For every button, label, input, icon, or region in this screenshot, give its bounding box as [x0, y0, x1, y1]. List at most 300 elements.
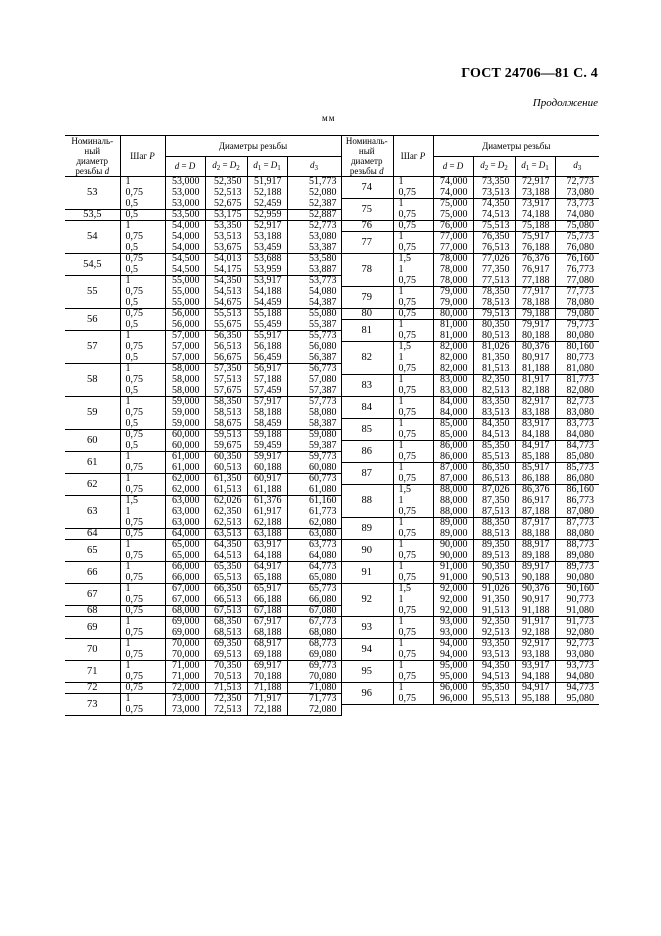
table-row	[341, 221, 599, 232]
d-value-cell: 92,000	[433, 595, 473, 606]
d3-value-cell: 87,773	[555, 518, 599, 529]
d1-value-cell: 65,917	[247, 584, 287, 595]
d3-value-cell: 75,773	[555, 232, 599, 243]
header-thread-diameters: Диаметры резьбы	[433, 136, 599, 157]
d1-value-cell: 72,917	[515, 177, 555, 188]
d1-value-cell: 58,459	[247, 419, 287, 430]
pitch-cell: 0,75	[393, 606, 433, 617]
d3-value-cell: 56,387	[287, 353, 341, 364]
nominal-diameter-cell: 93	[341, 617, 393, 639]
d-value-cell: 59,000	[165, 397, 205, 408]
pitch-cell: 0,75	[393, 221, 433, 232]
d2-value-cell: 55,513	[205, 309, 247, 320]
table-row	[341, 254, 599, 265]
d2-value-cell: 54,675	[205, 298, 247, 309]
nominal-diameter-cell: 58	[65, 364, 120, 397]
d-value-cell: 88,000	[433, 507, 473, 518]
d3-value-cell: 75,080	[555, 221, 599, 232]
d2-value-cell: 66,513	[205, 595, 247, 606]
d2-value-cell: 95,350	[473, 683, 515, 694]
d-value-cell: 81,000	[433, 320, 473, 331]
d1-value-cell: 55,188	[247, 309, 287, 320]
d-value-cell: 91,000	[433, 562, 473, 573]
d1-value-cell: 67,917	[247, 617, 287, 628]
d-value-cell: 58,000	[165, 375, 205, 386]
d3-value-cell: 71,773	[287, 694, 341, 705]
d2-value-cell: 87,513	[473, 507, 515, 518]
d2-value-cell: 77,350	[473, 265, 515, 276]
table-row	[65, 452, 341, 463]
d1-value-cell: 70,188	[247, 672, 287, 683]
d1-value-cell: 54,188	[247, 287, 287, 298]
pitch-cell: 0,75	[393, 628, 433, 639]
header-col-d2: $d_2 = D_2$	[473, 156, 515, 177]
pitch-cell: 0,75	[120, 309, 165, 320]
d-value-cell: 71,000	[165, 661, 205, 672]
pitch-cell: 0,75	[393, 452, 433, 463]
d1-value-cell: 68,917	[247, 639, 287, 650]
d1-value-cell: 59,188	[247, 430, 287, 441]
d2-value-cell: 83,350	[473, 397, 515, 408]
d-value-cell: 70,000	[165, 650, 205, 661]
d3-value-cell: 80,160	[555, 342, 599, 353]
d2-value-cell: 94,350	[473, 661, 515, 672]
pitch-cell: 1	[120, 694, 165, 705]
d2-value-cell: 91,026	[473, 584, 515, 595]
nominal-diameter-cell: 76	[341, 221, 393, 232]
d2-value-cell: 62,026	[205, 496, 247, 507]
d-value-cell: 92,000	[433, 606, 473, 617]
d3-value-cell: 86,080	[555, 474, 599, 485]
header-pitch: Шаг P	[393, 136, 433, 177]
d-value-cell: 53,500	[165, 210, 205, 221]
nominal-diameter-cell: 54	[65, 221, 120, 254]
d2-value-cell: 70,513	[205, 672, 247, 683]
nominal-diameter-cell: 65	[65, 540, 120, 562]
d1-value-cell: 66,188	[247, 595, 287, 606]
d-value-cell: 61,000	[165, 452, 205, 463]
pitch-cell: 1	[393, 265, 433, 276]
d-value-cell: 77,000	[433, 232, 473, 243]
table-row	[341, 518, 599, 529]
d3-value-cell: 54,080	[287, 287, 341, 298]
pitch-cell: 1	[120, 177, 165, 188]
d1-value-cell: 59,917	[247, 452, 287, 463]
nominal-diameter-cell: 54,5	[65, 254, 120, 276]
d3-value-cell: 56,773	[287, 364, 341, 375]
d3-value-cell: 83,773	[555, 419, 599, 430]
d1-value-cell: 84,188	[515, 430, 555, 441]
d3-value-cell: 76,773	[555, 265, 599, 276]
pitch-cell: 1	[120, 221, 165, 232]
pitch-cell: 0,75	[393, 309, 433, 320]
d1-value-cell: 64,188	[247, 551, 287, 562]
d1-value-cell: 91,917	[515, 617, 555, 628]
d-value-cell: 54,000	[165, 243, 205, 254]
table-row	[341, 287, 599, 298]
d3-value-cell: 86,773	[555, 496, 599, 507]
d-value-cell: 84,000	[433, 408, 473, 419]
d3-value-cell: 92,080	[555, 628, 599, 639]
pitch-cell: 1,5	[393, 485, 433, 496]
d1-value-cell: 94,917	[515, 683, 555, 694]
d2-value-cell: 95,513	[473, 694, 515, 705]
d2-value-cell: 58,675	[205, 419, 247, 430]
d-value-cell: 57,000	[165, 342, 205, 353]
d3-value-cell: 82,080	[555, 386, 599, 397]
d3-value-cell: 94,080	[555, 672, 599, 683]
left-table-body	[65, 177, 341, 716]
d-value-cell: 66,000	[165, 562, 205, 573]
d2-value-cell: 86,350	[473, 463, 515, 474]
d2-value-cell: 82,513	[473, 386, 515, 397]
d-value-cell: 69,000	[165, 628, 205, 639]
pitch-cell: 1	[393, 683, 433, 694]
d2-value-cell: 78,350	[473, 287, 515, 298]
d1-value-cell: 61,917	[247, 507, 287, 518]
d1-value-cell: 85,188	[515, 452, 555, 463]
d-value-cell: 87,000	[433, 474, 473, 485]
pitch-cell: 0,5	[120, 210, 165, 221]
d3-value-cell: 68,773	[287, 639, 341, 650]
pitch-cell: 0,75	[120, 628, 165, 639]
d2-value-cell: 69,513	[205, 650, 247, 661]
pitch-cell: 1	[393, 595, 433, 606]
pitch-cell: 1	[120, 452, 165, 463]
d1-value-cell: 68,188	[247, 628, 287, 639]
d-value-cell: 60,000	[165, 430, 205, 441]
d1-value-cell: 83,917	[515, 419, 555, 430]
d-value-cell: 65,000	[165, 540, 205, 551]
d3-value-cell: 61,160	[287, 496, 341, 507]
pitch-cell: 0,75	[120, 573, 165, 584]
d3-value-cell: 80,773	[555, 353, 599, 364]
d-value-cell: 57,000	[165, 353, 205, 364]
d3-value-cell: 59,773	[287, 452, 341, 463]
d1-value-cell: 60,917	[247, 474, 287, 485]
d2-value-cell: 63,513	[205, 529, 247, 540]
nominal-diameter-cell: 57	[65, 331, 120, 364]
table-row	[65, 397, 341, 408]
table-row	[341, 485, 599, 496]
d2-value-cell: 59,513	[205, 430, 247, 441]
d3-value-cell: 87,080	[555, 507, 599, 518]
d2-value-cell: 61,513	[205, 485, 247, 496]
pitch-cell: 0,75	[393, 386, 433, 397]
d2-value-cell: 93,513	[473, 650, 515, 661]
d1-value-cell: 87,917	[515, 518, 555, 529]
pitch-cell: 1	[120, 617, 165, 628]
d2-value-cell: 54,013	[205, 254, 247, 265]
d3-value-cell: 58,387	[287, 419, 341, 430]
pitch-cell: 1	[393, 639, 433, 650]
d-value-cell: 90,000	[433, 551, 473, 562]
d3-value-cell: 85,080	[555, 452, 599, 463]
d2-value-cell: 84,350	[473, 419, 515, 430]
d2-value-cell: 65,350	[205, 562, 247, 573]
nominal-diameter-cell: 75	[341, 199, 393, 221]
d1-value-cell: 75,188	[515, 221, 555, 232]
d-value-cell: 94,000	[433, 650, 473, 661]
table-row	[65, 606, 341, 617]
header-col-d: d = D	[165, 156, 205, 177]
d3-value-cell: 60,080	[287, 463, 341, 474]
pitch-cell: 0,75	[120, 342, 165, 353]
d2-value-cell: 61,350	[205, 474, 247, 485]
d1-value-cell: 71,917	[247, 694, 287, 705]
d3-value-cell: 76,080	[555, 243, 599, 254]
d-value-cell: 62,000	[165, 485, 205, 496]
d1-value-cell: 76,376	[515, 254, 555, 265]
d3-value-cell: 78,080	[555, 298, 599, 309]
pitch-cell: 0,5	[120, 199, 165, 210]
table-row	[65, 254, 341, 265]
d-value-cell: 95,000	[433, 672, 473, 683]
d2-value-cell: 91,350	[473, 595, 515, 606]
d2-value-cell: 80,513	[473, 331, 515, 342]
pitch-cell: 0,75	[120, 188, 165, 199]
header-col-d1: $d_1 = D_1$	[247, 156, 287, 177]
pitch-cell: 1	[393, 441, 433, 452]
d2-value-cell: 76,513	[473, 243, 515, 254]
d3-value-cell: 72,080	[287, 705, 341, 716]
d3-value-cell: 93,080	[555, 650, 599, 661]
d1-value-cell: 75,917	[515, 232, 555, 243]
d2-value-cell: 60,350	[205, 452, 247, 463]
d-value-cell: 53,000	[165, 199, 205, 210]
pitch-cell: 1,5	[393, 342, 433, 353]
d1-value-cell: 60,188	[247, 463, 287, 474]
nominal-diameter-cell: 77	[341, 232, 393, 254]
d3-value-cell: 56,080	[287, 342, 341, 353]
d3-value-cell: 53,580	[287, 254, 341, 265]
d-value-cell: 63,000	[165, 518, 205, 529]
table-row	[65, 276, 341, 287]
pitch-cell: 0,5	[120, 320, 165, 331]
d3-value-cell: 83,080	[555, 408, 599, 419]
table-row	[65, 331, 341, 342]
header-col-d2: $d_2 = D_2$	[205, 156, 247, 177]
d1-value-cell: 73,188	[515, 188, 555, 199]
nominal-diameter-cell: 53,5	[65, 210, 120, 221]
d1-value-cell: 90,188	[515, 573, 555, 584]
d1-value-cell: 52,917	[247, 221, 287, 232]
pitch-cell: 1	[120, 276, 165, 287]
pitch-cell: 0,75	[120, 485, 165, 496]
d1-value-cell: 52,188	[247, 188, 287, 199]
d-value-cell: 85,000	[433, 430, 473, 441]
d3-value-cell: 65,773	[287, 584, 341, 595]
d-value-cell: 82,000	[433, 342, 473, 353]
table-row	[65, 562, 341, 573]
d-value-cell: 79,000	[433, 287, 473, 298]
d1-value-cell: 55,917	[247, 331, 287, 342]
d-value-cell: 84,000	[433, 397, 473, 408]
d3-value-cell: 67,773	[287, 617, 341, 628]
document-title: ГОСТ 24706—81 С. 4	[461, 66, 598, 81]
d1-value-cell: 78,188	[515, 298, 555, 309]
pitch-cell: 1	[393, 320, 433, 331]
nominal-diameter-cell: 90	[341, 540, 393, 562]
table-row	[65, 496, 341, 507]
d1-value-cell: 79,188	[515, 309, 555, 320]
d3-value-cell: 77,080	[555, 276, 599, 287]
d3-value-cell: 85,773	[555, 463, 599, 474]
header-col-d3: $d_3$	[287, 156, 341, 177]
d1-value-cell: 54,459	[247, 298, 287, 309]
nominal-diameter-cell: 68	[65, 606, 120, 617]
table-row	[65, 529, 341, 540]
nominal-diameter-cell: 53	[65, 177, 120, 210]
table-row	[341, 232, 599, 243]
table-row	[341, 320, 599, 331]
d1-value-cell: 83,188	[515, 408, 555, 419]
d-value-cell: 88,000	[433, 485, 473, 496]
d3-value-cell: 84,080	[555, 430, 599, 441]
pitch-cell: 1	[120, 639, 165, 650]
d3-value-cell: 91,080	[555, 606, 599, 617]
d3-value-cell: 57,387	[287, 386, 341, 397]
d-value-cell: 93,000	[433, 617, 473, 628]
table-row	[65, 309, 341, 320]
d3-value-cell: 82,773	[555, 397, 599, 408]
d3-value-cell: 55,387	[287, 320, 341, 331]
d2-value-cell: 74,350	[473, 199, 515, 210]
d2-value-cell: 74,513	[473, 210, 515, 221]
table-row	[65, 617, 341, 628]
pitch-cell: 0,75	[120, 650, 165, 661]
d-value-cell: 74,000	[433, 188, 473, 199]
d2-value-cell: 64,350	[205, 540, 247, 551]
pitch-cell: 0,5	[120, 353, 165, 364]
d2-value-cell: 53,675	[205, 243, 247, 254]
pitch-cell: 0,75	[393, 210, 433, 221]
d2-value-cell: 80,350	[473, 320, 515, 331]
d-value-cell: 94,000	[433, 639, 473, 650]
table-row	[65, 221, 341, 232]
d2-value-cell: 94,513	[473, 672, 515, 683]
d-value-cell: 55,000	[165, 276, 205, 287]
d2-value-cell: 71,513	[205, 683, 247, 694]
d-value-cell: 82,000	[433, 364, 473, 375]
d-value-cell: 82,000	[433, 353, 473, 364]
pitch-cell: 1	[393, 661, 433, 672]
d2-value-cell: 54,175	[205, 265, 247, 276]
table-row	[65, 540, 341, 551]
d2-value-cell: 52,513	[205, 188, 247, 199]
d2-value-cell: 67,513	[205, 606, 247, 617]
d3-value-cell: 94,773	[555, 683, 599, 694]
table-row	[341, 639, 599, 650]
d3-value-cell: 59,387	[287, 441, 341, 452]
d1-value-cell: 86,188	[515, 474, 555, 485]
d1-value-cell: 56,917	[247, 364, 287, 375]
nominal-diameter-cell: 84	[341, 397, 393, 419]
d-value-cell: 65,000	[165, 551, 205, 562]
nominal-diameter-cell: 94	[341, 639, 393, 661]
pitch-cell: 0,75	[120, 518, 165, 529]
d2-value-cell: 77,513	[473, 276, 515, 287]
d1-value-cell: 82,188	[515, 386, 555, 397]
d3-value-cell: 91,773	[555, 617, 599, 628]
pitch-cell: 1	[120, 364, 165, 375]
d2-value-cell: 52,675	[205, 199, 247, 210]
d-value-cell: 54,500	[165, 265, 205, 276]
nominal-diameter-cell: 64	[65, 529, 120, 540]
d1-value-cell: 93,188	[515, 650, 555, 661]
pitch-cell: 1	[393, 463, 433, 474]
d-value-cell: 83,000	[433, 386, 473, 397]
d1-value-cell: 57,188	[247, 375, 287, 386]
d2-value-cell: 84,513	[473, 430, 515, 441]
nominal-diameter-cell: 67	[65, 584, 120, 606]
d1-value-cell: 74,188	[515, 210, 555, 221]
d2-value-cell: 76,350	[473, 232, 515, 243]
table-row	[65, 364, 341, 375]
d2-value-cell: 65,513	[205, 573, 247, 584]
pitch-cell: 1	[393, 177, 433, 188]
nominal-diameter-cell: 63	[65, 496, 120, 529]
d-value-cell: 55,000	[165, 287, 205, 298]
d1-value-cell: 65,188	[247, 573, 287, 584]
pitch-cell: 0,75	[393, 298, 433, 309]
d3-value-cell: 69,773	[287, 661, 341, 672]
nominal-diameter-cell: 87	[341, 463, 393, 485]
d1-value-cell: 63,188	[247, 529, 287, 540]
table-row	[65, 474, 341, 485]
d-value-cell: 80,000	[433, 309, 473, 320]
nominal-diameter-cell: 96	[341, 683, 393, 705]
d-value-cell: 81,000	[433, 331, 473, 342]
pitch-cell: 0,75	[393, 364, 433, 375]
pitch-cell: 0,75	[393, 474, 433, 485]
d2-value-cell: 81,350	[473, 353, 515, 364]
pitch-cell: 1	[393, 199, 433, 210]
d2-value-cell: 73,513	[473, 188, 515, 199]
d-value-cell: 54,000	[165, 221, 205, 232]
d-value-cell: 91,000	[433, 573, 473, 584]
d1-value-cell: 53,188	[247, 232, 287, 243]
pitch-cell: 0,5	[120, 441, 165, 452]
d3-value-cell: 88,080	[555, 529, 599, 540]
pitch-cell: 0,75	[393, 188, 433, 199]
table-row	[65, 430, 341, 441]
d1-value-cell: 73,917	[515, 199, 555, 210]
d2-value-cell: 79,513	[473, 309, 515, 320]
pitch-cell: 1	[393, 375, 433, 386]
d2-value-cell: 83,513	[473, 408, 515, 419]
d3-value-cell: 84,773	[555, 441, 599, 452]
header-thread-diameters: Диаметры резьбы	[165, 136, 341, 157]
nominal-diameter-cell: 91	[341, 562, 393, 584]
d3-value-cell: 89,773	[555, 562, 599, 573]
d-value-cell: 83,000	[433, 375, 473, 386]
d2-value-cell: 54,513	[205, 287, 247, 298]
d3-value-cell: 53,887	[287, 265, 341, 276]
d-value-cell: 72,000	[165, 683, 205, 694]
d1-value-cell: 85,917	[515, 463, 555, 474]
d3-value-cell: 71,080	[287, 683, 341, 694]
pitch-cell: 1	[120, 331, 165, 342]
d-value-cell: 96,000	[433, 683, 473, 694]
d2-value-cell: 87,350	[473, 496, 515, 507]
pitch-cell: 1	[393, 540, 433, 551]
pitch-cell: 1	[120, 661, 165, 672]
nominal-diameter-cell: 83	[341, 375, 393, 397]
d-value-cell: 73,000	[165, 694, 205, 705]
d1-value-cell: 81,917	[515, 375, 555, 386]
d2-value-cell: 55,675	[205, 320, 247, 331]
